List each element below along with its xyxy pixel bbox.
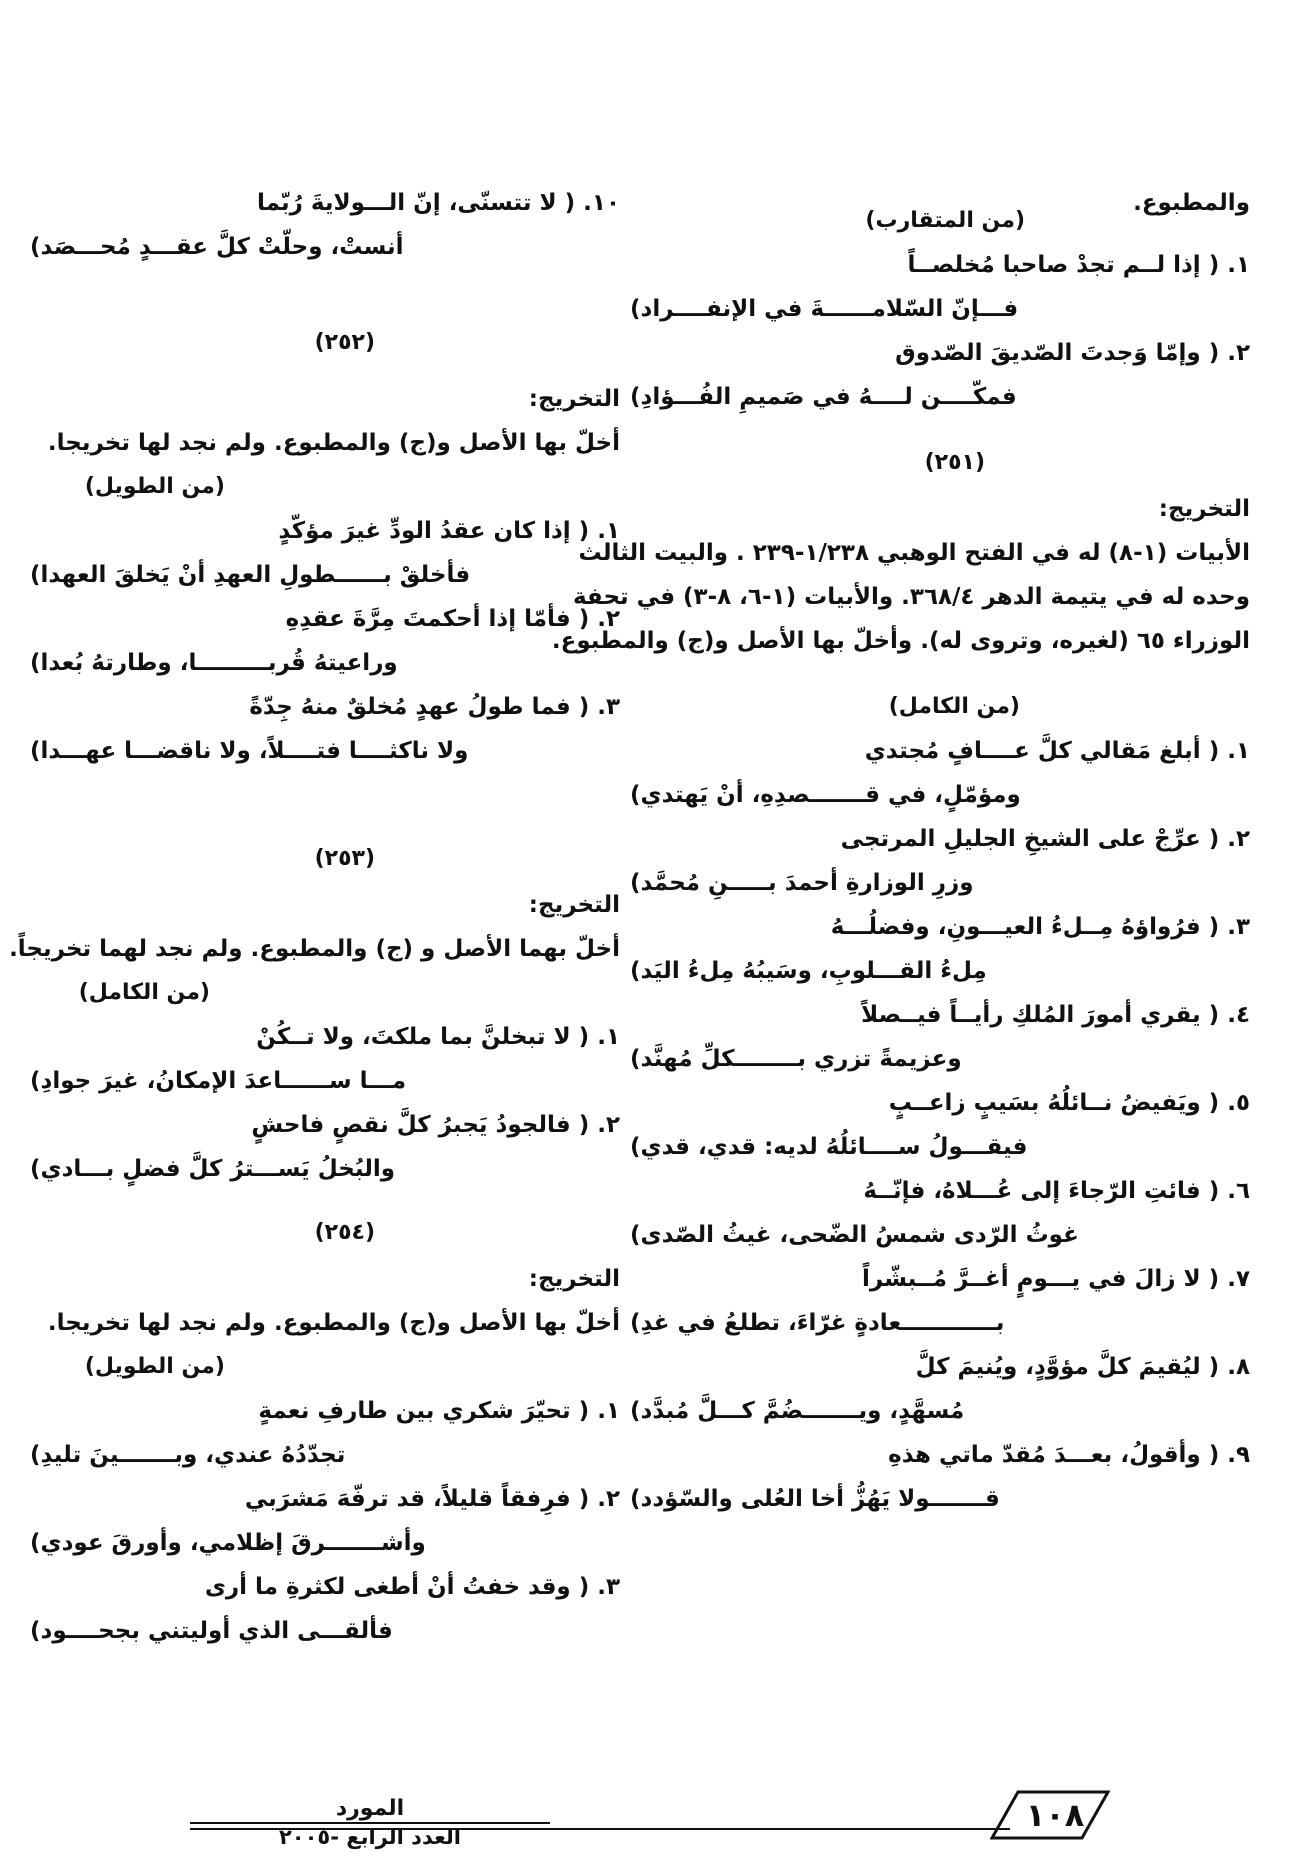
section-heading: التخريج:	[528, 386, 620, 412]
verse-first-hemistich: ٧. ( لا زالَ في يـــومٍ أغــرَّ مُــبشّراً	[862, 1266, 1250, 1292]
paragraph-line: أخلّ بهما الأصل و (ج) والمطبوع. ولم نجد لهما تخريجاً.	[9, 936, 620, 962]
journal-issue: العدد الرابع -٢٠٠٥	[190, 1822, 550, 1850]
poem-number: (٢٥١)	[924, 450, 985, 475]
verse-second-hemistich: وعزيمةً تزري بــــــــكلِّ مُهنَّد)	[630, 1046, 962, 1072]
verse-second-hemistich: ولا ناكثــــا فتــــلاً، ولا ناقضـــا عهـــدا)	[30, 738, 469, 764]
verse-second-hemistich: غوثُ الرّدى شمسُ الضّحى، غيثُ الصّدى)	[630, 1222, 1079, 1248]
paragraph-line: الوزراء ٦٥ (لغيره، وتروى له). وأخلّ بها الأصل و(ج) والمطبوع.	[551, 628, 1250, 654]
verse-first-hemistich: ٤. ( يقري أمورَ المُلكِ رأيــاً فيــصلاً	[861, 1002, 1250, 1028]
verse-second-hemistich: فألقـــى الذي أوليتني بجحــــود)	[30, 1618, 393, 1644]
verse-first-hemistich: ١. ( لا تبخلنَّ بما ملكتَ، ولا تــكُنْ	[256, 1024, 620, 1050]
verse-first-hemistich: ٣. ( فما طولُ عهدٍ مُخلقٌ منهُ جِدّةً	[249, 694, 620, 720]
verse-second-hemistich: فـــإنّ السّلامــــــةَ في الإنفــــراد)	[630, 296, 1019, 322]
verse-first-hemistich: ١. ( إذا كان عقدُ الودِّ غيرَ مؤكّدٍ	[278, 518, 620, 544]
verse-first-hemistich: ٢. ( فرِفقاً قليلاً، قد ترفّهَ مَشرَبي	[244, 1486, 620, 1512]
page-number: ١٠٨	[1025, 1796, 1085, 1834]
verse-first-hemistich: ٣. ( فرُواؤهُ مِــلءُ العيـــونِ، وفضلُـــهُ	[830, 914, 1250, 940]
verse-second-hemistich: وزرِ الوزارةِ أحمدَ بـــــنِ مُحمَّد)	[630, 870, 974, 896]
poem-number: (٢٥٣)	[314, 846, 375, 871]
verse-first-hemistich: ٦. ( فائتِ الرّجاءَ إلى عُـــلاهُ، فإنّــهُ	[863, 1178, 1250, 1204]
meter-label: (من الطويل)	[84, 474, 225, 499]
verse-second-hemistich: وراعيتهُ قُربـــــــــا، وطارتهُ بُعدا)	[30, 650, 398, 676]
paragraph-line: أخلّ بها الأصل و(ج) والمطبوع. ولم نجد لها تخريجا.	[47, 430, 620, 456]
verse-first-hemistich: ٢. ( وإمّا وَجدتَ الصّديقَ الصّدوق	[895, 340, 1250, 366]
verse-first-hemistich: ١. ( إذا لــم تجدْ صاحبا مُخلصــاً	[907, 252, 1250, 278]
verse-second-hemistich: تجدّدُهُ عندي، وبـــــــينَ تليدِ)	[30, 1442, 346, 1468]
verse-first-hemistich: ١. ( أبلغ مَقالي كلَّ عــــافٍ مُجتدي	[864, 738, 1250, 764]
verse-second-hemistich: ومؤمّلٍ، في قـــــــصدِهِ، أنْ يَهتدي)	[630, 782, 1021, 808]
page-footer	[170, 1790, 1120, 1850]
verse-first-hemistich: ٢. ( عرِّجْ على الشيخِ الجليلِ المرتجى	[840, 826, 1250, 852]
verse-first-hemistich: ٢. ( فالجودُ يَجبرُ كلَّ نقصٍ فاحشٍ	[251, 1112, 620, 1138]
poem-number: (٢٥٤)	[314, 1220, 375, 1245]
section-heading: التخريج:	[1158, 496, 1250, 522]
verse-second-hemistich: مِلءُ القـــلوبِ، وسَيبُهُ مِلءُ اليَد)	[630, 958, 987, 984]
verse-first-hemistich: ١. ( تحيّرَ شكري بين طارفِ نعمةٍ	[258, 1398, 620, 1424]
verse-first-hemistich: ٨. ( ليُقيمَ كلَّ مؤوَّدٍ، ويُنيمَ كلَّ	[915, 1354, 1250, 1380]
verse-first-hemistich: ٣. ( وقد خفتُ أنْ أطغى لكثرةِ ما أرى	[204, 1574, 620, 1600]
verse-second-hemistich: بــــــــــــعادةٍ غرّاءَ، تطلعُ في غدِ)	[630, 1310, 1005, 1336]
verse-first-hemistich: ٩. ( وأقولُ، بعـــدَ مُقدّ ماتي هذهِ	[888, 1442, 1250, 1468]
verse-second-hemistich: فأخلقْ بــــــطولِ العهدِ أنْ يَخلقَ العهدا)	[30, 562, 471, 588]
verse-first-hemistich: ١٠. ( لا تتسنّى، إنّ الـــولايةَ رُبّما	[256, 190, 620, 216]
paragraph-line: الأبيات (١-٨) له في الفتح الوهبي ١/٢٣٨-٢٣٩ . والبيت الثالث	[578, 540, 1250, 566]
verse-second-hemistich: فمكّــــن لــــهُ في صَميمِ الفُـــؤادِ)	[630, 384, 1017, 410]
text-line: والمطبوع.	[1133, 190, 1250, 216]
verse-second-hemistich: مـــا ســــــاعدَ الإمكانُ، غيرَ جوادِ)	[30, 1068, 407, 1094]
verse-first-hemistich: ٥. ( ويَفيضُ نــائلُهُ بسَيبٍ زاعــبٍ	[888, 1090, 1250, 1116]
section-heading: التخريج:	[528, 892, 620, 918]
meter-label: (من الكامل)	[78, 980, 210, 1005]
page-number-badge	[990, 1790, 1110, 1840]
paragraph-line: أخلّ بها الأصل و(ج) والمطبوع. ولم نجد لها تخريجا.	[47, 1310, 620, 1336]
section-heading: التخريج:	[528, 1266, 620, 1292]
verse-first-hemistich: ٢. ( فأمّا إذا أحكمتَ مِرَّةَ عقدِهِ	[285, 606, 620, 632]
verse-second-hemistich: أنستْ، وحلّتْ كلَّ عقـــدٍ مُحـــصَد)	[30, 234, 404, 260]
meter-label: (من الطويل)	[84, 1354, 225, 1379]
verse-second-hemistich: فيقـــولُ ســــائلُهُ لديه: قدي، قدي)	[630, 1134, 1028, 1160]
verse-second-hemistich: قـــــــولا يَهُزُّ أخا العُلى والسّؤدد)	[630, 1486, 1000, 1512]
meter-label: (من المتقارب)	[865, 208, 1025, 233]
verse-second-hemistich: مُسهَّدٍ، ويـــــــضُمَّ كـــلَّ مُبدَّد)	[630, 1398, 965, 1424]
poem-number: (٢٥٢)	[314, 330, 375, 355]
verse-second-hemistich: والبُخلُ يَســـترُ كلَّ فضلٍ بـــادي)	[30, 1156, 396, 1182]
meter-label: (من الكامل)	[888, 694, 1020, 719]
journal-name: المورد	[335, 1796, 405, 1821]
journal-masthead	[190, 1796, 550, 1850]
paragraph-line: وحده له في يتيمة الدهر ٣٦٨/٤. والأبيات (١-٦، ٨-٣) في تحفة	[572, 584, 1250, 610]
verse-second-hemistich: وأشـــــــرقَ إظلامي، وأورقَ عودي)	[30, 1530, 426, 1556]
